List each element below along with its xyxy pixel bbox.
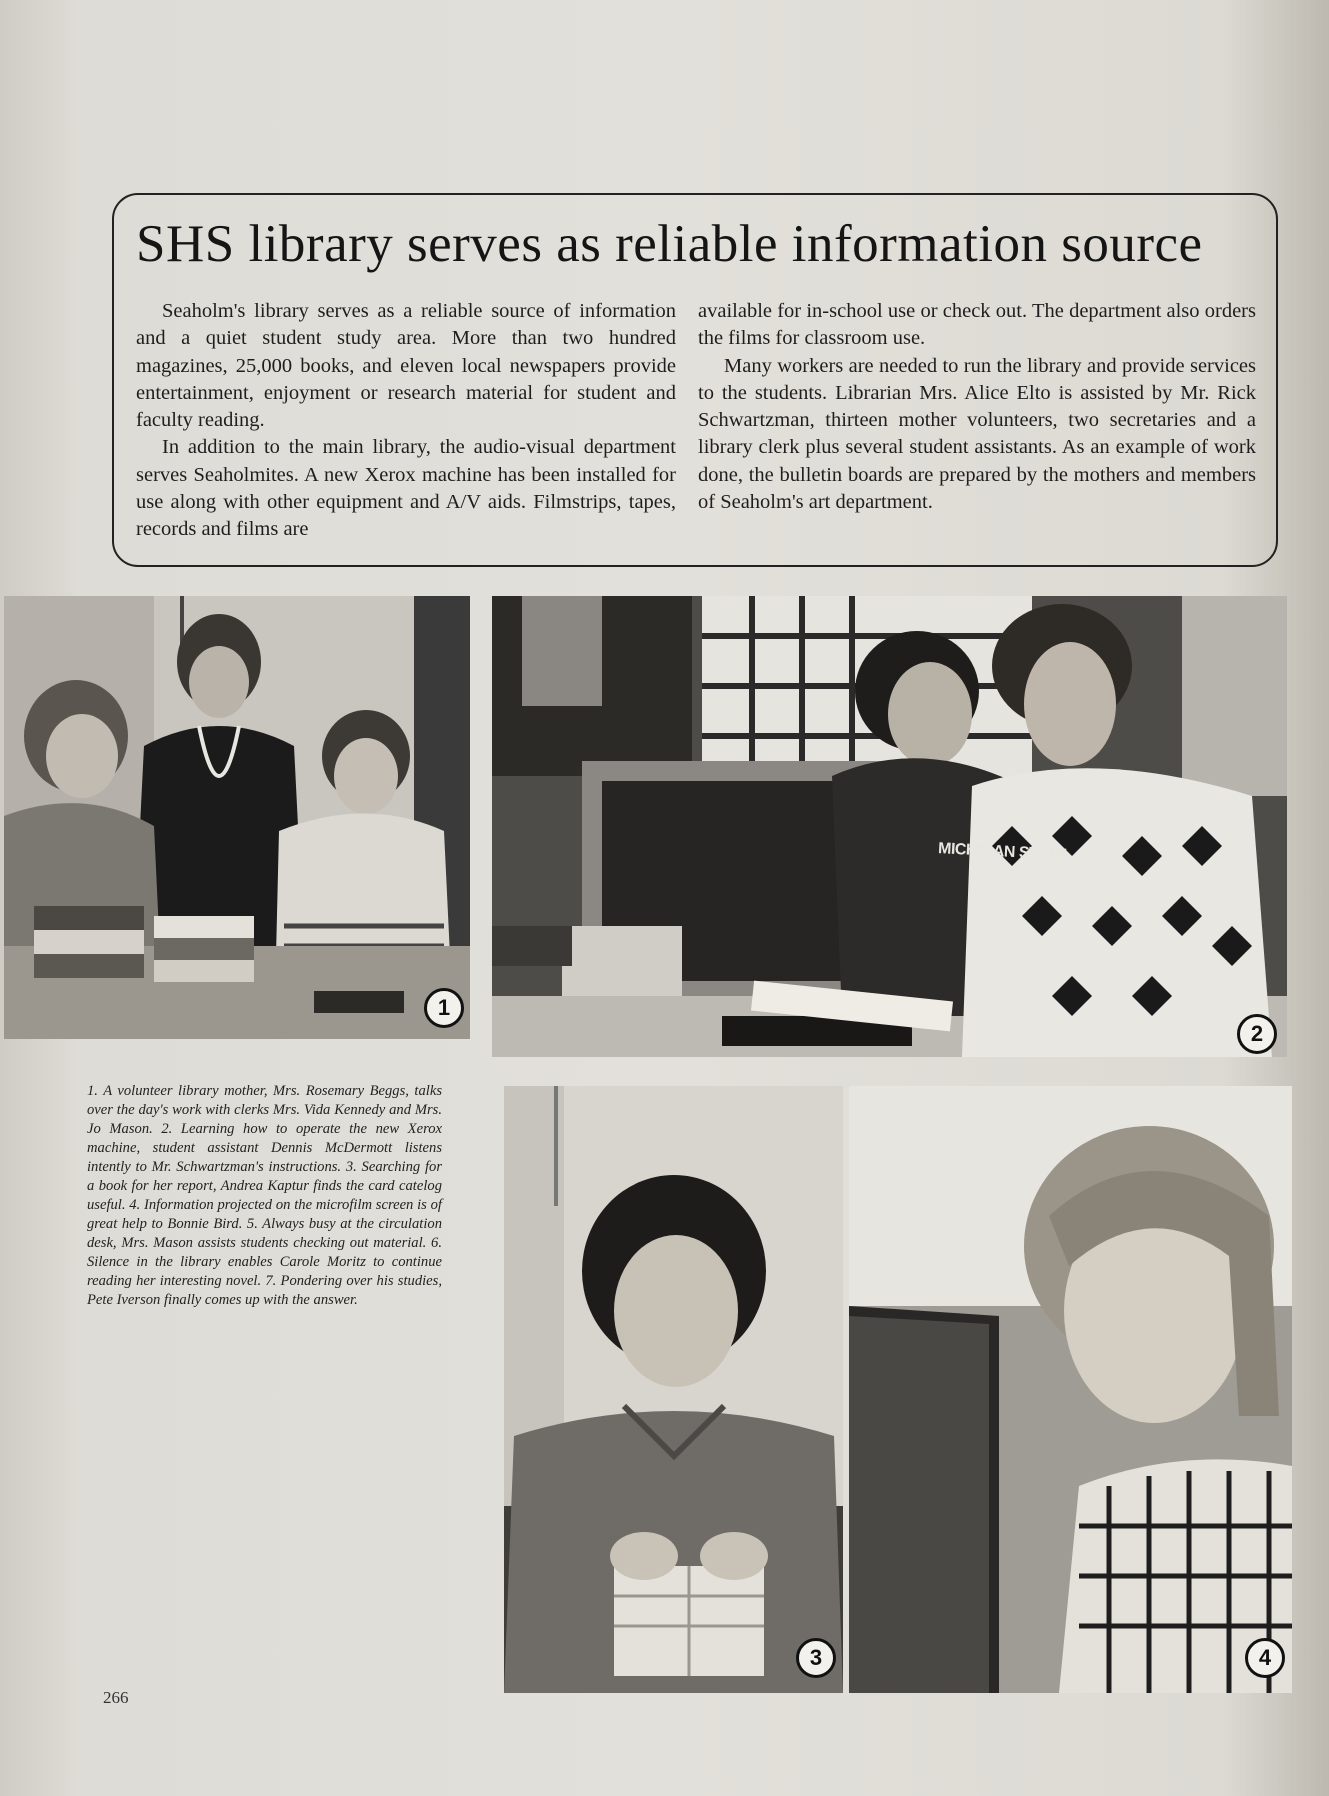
photo-1-image	[4, 596, 470, 1039]
photo-4	[849, 1086, 1292, 1693]
photo-3	[504, 1086, 843, 1693]
photo-number-badge: 3	[796, 1638, 836, 1678]
body-paragraph: available for in-school use or check out. The department also orders the films for classroom use.	[698, 300, 1256, 350]
body-paragraph: In addition to the main library, the audio-visual department serves Seaholmites. A new Xerox machine has been installed for use along with other equipment and A/V aids. Filmstrips, tapes, records and films are	[136, 436, 676, 541]
body-paragraph: Seaholm's library serves as a reliable source of information and a quiet student study area. More than two hundred magazines, 25,000 books, and eleven local newspapers provide entertainment, enjoyment or research material for student and faculty reading.	[136, 300, 676, 432]
photo-2-image	[492, 596, 1287, 1057]
body-column-right	[698, 298, 1256, 516]
photo-number-badge: 1	[424, 988, 464, 1028]
body-column-left	[136, 298, 676, 544]
shirt-lettering: MICHIGAN STATE	[937, 840, 1067, 864]
headline: SHS library serves as reliable information source	[136, 215, 1203, 273]
photo-number-badge: 4	[1245, 1638, 1285, 1678]
photo-captions: 1. A volunteer library mother, Mrs. Rosemary Beggs, talks over the day's work with clerks Mrs. Vida Kennedy and Mrs. Jo Mason. 2. Learning how to operate the new Xerox machine, student assistant Dennis McDermott listens intently to Mr. Schwartzman's instructions. 3. Searching for a book for her report, Andrea Kaptur finds the card catelog useful. 4. Information projected on the microfilm screen is of great help to Bonnie Bird. 5. Always busy at the circulation desk, Mrs. Mason assists students checking out material. 6. Silence in the library enables Carole Moritz to continue reading her interesting novel. 7. Pondering over his studies, Pete Iverson finally comes up with the answer.	[87, 1083, 442, 1308]
photo-1	[4, 596, 470, 1039]
page-number: 266	[103, 1688, 129, 1707]
photo-4-image	[849, 1086, 1292, 1693]
photo-3-image	[504, 1086, 843, 1693]
photo-number-badge: 2	[1237, 1014, 1277, 1054]
photo-2	[492, 596, 1287, 1057]
body-paragraph: Many workers are needed to run the library and provide services to the students. Librarian Mrs. Alice Elto is assisted by Mr. Rick Schwartzman, thirteen mother volunteers, two secretaries and a library clerk plus several student assistants. As an example of work done, the bulletin boards are prepared by the mothers and members of Seaholm's art department.	[698, 354, 1256, 514]
